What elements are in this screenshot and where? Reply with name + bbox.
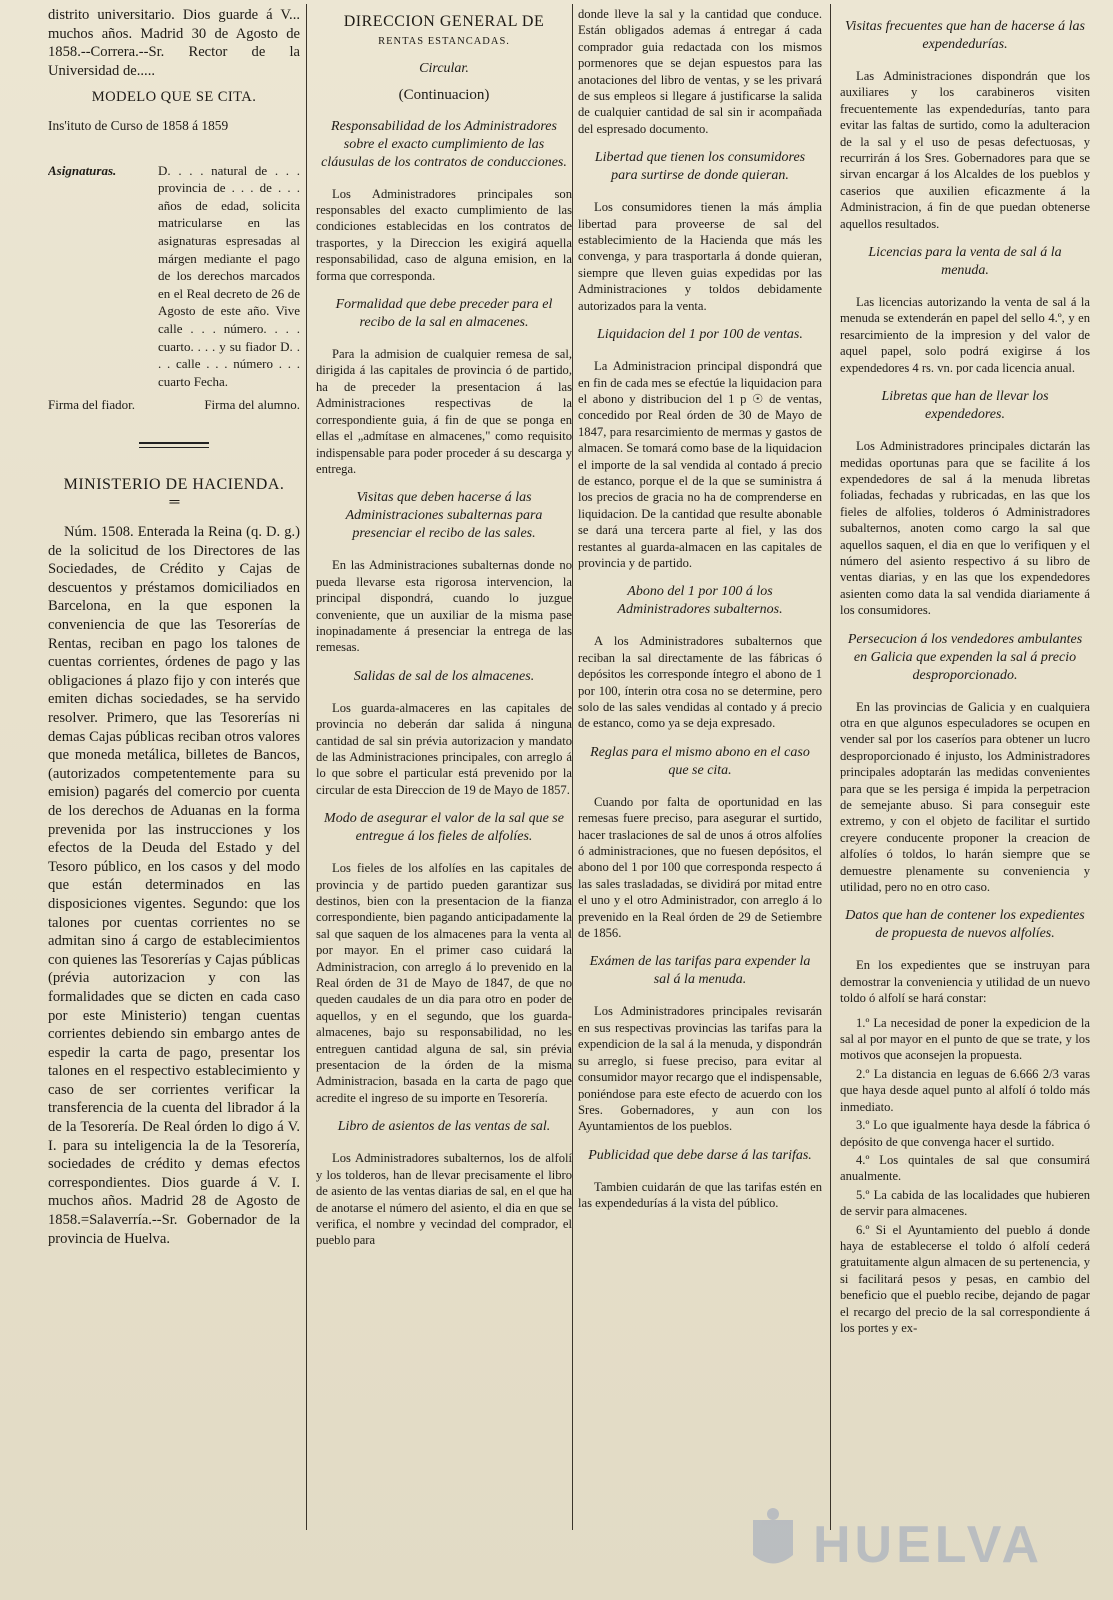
continuacion-label: (Continuacion) xyxy=(398,87,490,104)
section-body: Los Administradores principales revisarán en sus respectivas provincias las tarifas para la expendicion de la sal á la menuda, y dispondrán su arreglo, si fuese preciso, para evitar al consumidor mayor recargo que el indispensable, poniéndose para este efecto de acuerdo con los Sres. Gobernadores, y aun con los Ayuntamientos de los pueblos. xyxy=(578,1004,822,1134)
column-rule xyxy=(306,4,307,1530)
signature-line xyxy=(48,396,300,414)
requirements-list xyxy=(840,1015,1090,1337)
section-body: Cuando por falta de oportunidad en las remesas fuere preciso, para asegurar el surtido, hacer traslaciones de sal de unos á otros alfolíes ó administraciones, que no fuesen depósitos, el abono del 1 por 100 que corresponda respecto á las sales trasladadas, se dividirá por mitad entre el uno y el otro Administrador, con arreglo á lo prevenido en la Real órden de 29 de Setiembre de 1856. xyxy=(578,794,822,941)
section-body: En los expedientes que se instruyan para demostrar la conveniencia y utilidad de un nuevo toldo ó alfolí se hará constar: xyxy=(840,958,1090,1006)
section-title: Visitas frecuentes que han de hacerse á las expendedurías. xyxy=(845,19,1085,52)
section-body: Para la admision de cualquier remesa de sal, dirigida á las capitales de provincia ó de partido, ha de preceder la presentacion á las Administraciones respectivas de la correspondiente guia, á fin de que se ponga en ellas el „admítase en almacenes," como requisito indispensable para poder proceder á su descarga y entrega. xyxy=(316,347,572,476)
column-rule xyxy=(830,4,831,1530)
separator-rule xyxy=(139,442,209,448)
section-title: Formalidad que debe preceder para el recibo de la sal en almacenes. xyxy=(335,297,553,331)
huelva-watermark-stamp xyxy=(733,1500,1093,1590)
section-title: Libertad que tienen los consumidores para surtirse de donde quieran. xyxy=(594,150,806,184)
instituto-line: Ins'ituto de Curso de 1858 á 1859 xyxy=(48,117,229,133)
section-body: Los Administradores subalternos, los de alfolí y los tolderos, han de llevar precisamente el libro de asiento de las ventas diarias de sal, en el que ha de anotarse el número del asiento, el dia en que se verifica, el nombre y vecindad del comprador, el pueblo para xyxy=(316,1151,572,1248)
column-rule xyxy=(572,4,573,1530)
list-item: 3.º Lo que igualmente haya desde la fábrica ó depósito de que convenga hacer el surtido. xyxy=(840,1118,1090,1149)
section-body: Los guarda-almaceres en las capitales de provincia no deberán dar salida á ninguna cantidad de sal sin prévia autorizacion y mandato de las Administraciones principales, con arreglo á lo que sobre el particular está prevenido por la circular de esta Direccion de 19 de Mayo de 1857. xyxy=(316,700,572,797)
list-item: 2.º La distancia en leguas de 6.666 2/3 varas que haya desde aquel punto al alfolí ó toldo más inmediato. xyxy=(840,1066,1090,1114)
list-item: 1.º La necesidad de poner la expedicion de la sal al por mayor en el punto de que se trate, y los motivos que aconsejen la propuesta. xyxy=(840,1015,1090,1063)
equals-separator: ═ xyxy=(169,495,179,511)
section-title: Reglas para el mismo abono en el caso que se cita. xyxy=(590,744,810,778)
section-title: Responsabilidad de los Administradores sobre el exacto cumplimiento de las cláusulas de los contratos de conducciones. xyxy=(321,118,567,170)
section-body: A los Administradores subalternos que reciban la sal directamente de las fábricas ó depósitos les corresponde íntegro el abono de 1 por 100, ínterin otra cosa no se determine, pero solo de las sales vendidas al contado y á precio de estanco, como ya se deja expresado. xyxy=(578,634,822,731)
firma-fiador: Firma del fiador. xyxy=(48,397,136,413)
section-title: Liquidacion del 1 por 100 de ventas. xyxy=(597,327,803,343)
intro-text: distrito universitario. Dios guarde á V... muchos años. Madrid 30 de Agosto de 1858.--Correra.--Sr. Rector de la Universidad de..... xyxy=(48,7,300,79)
section-title: Persecucion á los vendedores ambulantes en Galicia que expenden la sal á precio desproporcionado. xyxy=(847,631,1083,683)
section-title: Publicidad que debe darse á las tarifas. xyxy=(588,1147,812,1163)
list-item: 5.º La cabida de las localidades que hubieren de servir para almacenes. xyxy=(840,1187,1090,1219)
circular-label: Circular. xyxy=(419,60,469,76)
direccion-subheading: RENTAS ESTANCADAS. xyxy=(378,36,510,48)
column-4 xyxy=(840,6,1090,1520)
section-title: Libretas que han de llevar los expendedores. xyxy=(881,389,1049,423)
column-3 xyxy=(578,6,822,1520)
modelo-heading: MODELO QUE SE CITA. xyxy=(91,89,257,106)
form-text: D. . . . natural de . . . provincia de . . . de . . . años de edad, solicita matricularse en las asignaturas espresadas al márgen mediante el pago de los derechos marcados en el Real decreto de 26 de Agosto de este año. Vive calle . . . número. . . . cuarto. . . . y su fiador D. . . . calle . . . número . . . cuarto Fecha. xyxy=(158,162,300,389)
section-body: La Administracion principal dispondrá que en fin de cada mes se efectúe la liquidacion para el abono y distribucion del 1 p ☉ de ventas, concedido por Real órden de 30 de Mayo de 1847, para resarcimiento de mermas y gastos de almacen. Se tomará como base de la liquidacion el importe de la sal vendida al contado á precio de estanco, porque el de la que se suministra á los precios de gracia no ha de comprenderse en liquidacion. De la cantidad que resulte abonable se dará una tercera parte al fiel, y las dos restantes al guarda-almacen en las capitales de provincia y de partido. xyxy=(578,359,822,570)
section-body: Tambien cuidarán de que las tarifas estén en las expendedurías á la vista del público. xyxy=(578,1179,822,1211)
ministerio-body: Núm. 1508. Enterada la Reina (q. D. g.) de la solicitud de los Directores de las Sociedades, de Crédito y Cajas de descuentos y préstamos domiciliados en Barcelona, en la que esponen la conveniencia de que las Tesorerías de Rentas, reciban en pago los talones de cuentas corrientes, órdenes de pago y las obligaciones á plazo fijo y con interés que emiten dichas sociedades, se ha servido resolver. Primero, que las Tesorerías ni demas Cajas públicas reciban otros valores que moneda metálica, billetes de Bancos, (autorizados competentemente para su emision) pagarés del comercio por cuenta de los derechos de Aduanas en la forma prevenida por las instrucciones y los efectos de la Deuda del Estado y del Tesoro público, en los casos y del modo que están determinados en las disposiciones vigentes. Segundo: que los talones por cuentas corrientes no se admitan sino á cargo de establecimientos con quienes las Tesorerías y Cajas públicas (prévia autorizacion y con las formalidades que se dicten en cada caso por este Ministerio) tengan cuentas corrientes debiendo sin embargo antes de espedir la carta de pago, presentar los talones en el respectivo establecimiento y caso de ser corrientes verificar la transferencia de la cuenta del librador á la de la Tesorería. De Real órden lo digo á V. I. para su inteligencia la de la Tesorería, sociedades de crédito y demas efectos correspondientes. Dios guarde á V. I. muchos años. Madrid 28 de Agosto de 1858.=Salaverría.--Sr. Gobernador de la provincia de Huelva. xyxy=(48,524,300,1247)
section-body: Los Administradores principales dictarán las medidas oportunas para que se facilite á los expendedores de sal á la menuda libretas foliadas, fechadas y rubricadas, en las que los fieles de alfolies, tolderos ó Administradores subalternos, anoten como cargo la sal que aquellos saquen, el dia en que lo verifiquen y el número del asiento respectivo á su libro de ventas diarias, y en las que los expendedores asienten como data la sal vendida diariamente á los consumidores. xyxy=(840,439,1090,618)
section-body: Las Administraciones dispondrán que los auxiliares y los carabineros visiten frecuentemente las expendedurías, tanto para evitar las faltas de surtido, como la adulteracion de la sal y el uso de pesas defectuosas, y recurrirán á los Sres. Gobernadores para que se sirvan encargar á los Alcaldes de los pueblos y caserios que auxilien eficazmente á la Administracion, á fin de que puedan obtenerse aquellos resultados. xyxy=(840,69,1090,231)
section-body: En las provincias de Galicia y en cualquiera otra en que algunos especuladores se ocupen en vender sal por los caseríos para obtener un lucro desproporcionado é injusto, los Administradores principales adoptarán las medidas convenientes para que se les persiga é impida la perpetracion de semejante abuso. Si para conseguir este extremo, y con el objeto de facilitar el surtido creyere conducente proponer la creacion de alfolíes ó toldos, lo harán siempre que se demuestre plenamente su conveniencia y utilidad, pero no en otro caso. xyxy=(840,699,1090,895)
list-item: 4.º Los quintales de sal que consumirá anualmente. xyxy=(840,1152,1090,1184)
stamp-text: HUELVA xyxy=(813,1516,1044,1574)
section-title: Libro de asientos de las ventas de sal. xyxy=(337,1119,551,1135)
section-body: Los fieles de los alfolíes en las capitales de provincia y de partido pueden garantizar sus destinos, bien con la presentacion de la fianza correspondiente, bien pagando anticipadamente la sal que saquen de los almacenes para la venta al por mayor. En el primer caso cuidará la Administracion, con arreglo á lo prevenido en la Real órden de 31 de Mayo de 1847, de que no queden caudales de un dia para otro en poder de aquellos, y en el segundo, que los guarda-almacenes, bajo su responsabilidad, no les entreguen cantidad alguna de sal, sin prévia presentacion de la órden de la misma Administracion, basada en la carta de pago que acredite el ingreso de su importe en Tesorería. xyxy=(316,861,572,1105)
section-body: En las Administraciones subalternas donde no pueda llevarse esta rigorosa intervencion, la principal dispondrá, cuando lo juzgue conveniente, que un auxiliar de la misma pase inopinadamente á presenciar la entrega de las remesas. xyxy=(316,558,572,655)
section-title: Datos que han de contener los expedientes de propuesta de nuevos alfolíes. xyxy=(845,908,1085,942)
section-title: Modo de asegurar el valor de la sal que se entregue á los fieles de alfolíes. xyxy=(324,811,564,845)
section-title: Salidas de sal de los almacenes. xyxy=(353,668,535,684)
section-body: Los consumidores tienen la más ámplia libertad para proveerse de sal del establecimiento de la Hacienda que más les convenga, y para trasportarla á donde quieran, siempre que lleven guias expedidas por las Administraciones y toldos debidamente autorizados para la venta. xyxy=(578,200,822,313)
list-item: 6.º Si el Ayuntamiento del pueblo á donde haya de establecerse el toldo ó alfolí cederá gratuitamente algun almacen de su pertenencia, y si facilitará pesos y pesas, en cambio del beneficio que el pueblo recibe, dejando de pagar el recargo del precio de la sal correspondiente á los portes y ex- xyxy=(840,1222,1090,1335)
section-body: Los Administradores principales son responsables del exacto cumplimiento de las condiciones establecidas en los contratos de trasportes, y la Direccion les exigirá aquella responsabilidad, caso de alguna emision, en la forma que corresponda. xyxy=(316,186,572,283)
asignaturas-label: Asignaturas. xyxy=(48,162,117,178)
section-body: Las licencias autorizando la venta de sal á la menuda se extenderán en papel del sello 4.º, y en resarcimiento de la impresion y del valor de aquel papel, solo podrá exigirse á los expendedores 4 rs. vn. por cada licencia anual. xyxy=(840,295,1090,375)
column-2 xyxy=(316,6,572,1520)
ministerio-heading: MINISTERIO DE HACIENDA. xyxy=(63,475,285,493)
matricula-form xyxy=(48,162,300,414)
section-title: Exámen de las tarifas para expender la sal á la menuda. xyxy=(589,954,811,988)
direccion-heading: DIRECCION GENERAL DE xyxy=(343,13,545,30)
section-title: Abono del 1 por 100 á los Administradores subalternos. xyxy=(617,584,783,618)
section-title: Licencias para la venta de sal á la menuda. xyxy=(868,245,1062,279)
firma-alumno: Firma del alumno. xyxy=(204,397,300,413)
shield-icon xyxy=(753,1520,793,1564)
section-title: Visitas que deben hacerse á las Administraciones subalternas para presenciar el recibo de las sales. xyxy=(345,490,543,542)
column-1 xyxy=(48,6,300,1520)
continued-text: donde lleve la sal y la cantidad que conduce. Están obligados ademas á entregar á cada comprador guia redactada con los mismos pormenores que se dejan espuestos para las anotaciones del libro de ventas, y se les privará de sus empleos si llegare á justificarse la salida de cualquier cantidad de sal sin ir acompañada del espresado documento. xyxy=(578,7,822,136)
